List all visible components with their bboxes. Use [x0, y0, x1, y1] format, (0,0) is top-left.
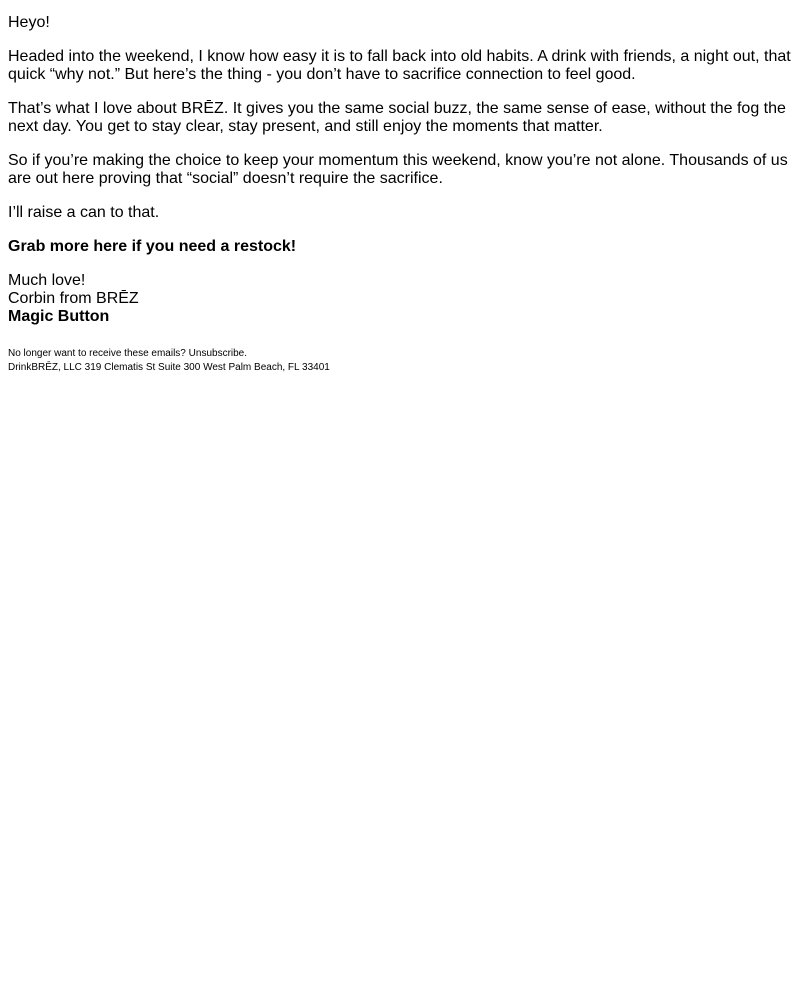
restock-link[interactable]: Grab more here if you need a restock! — [8, 238, 297, 255]
unsubscribe-link[interactable]: Unsubscribe. — [188, 348, 248, 359]
signoff — [8, 272, 792, 326]
paragraph-brez: That’s what I love about BRĒZ. It gives you the same social buzz, the same sense of ease, without the fog the next day. You get to stay clear, stay present, and still enjoy the moments that matter. — [8, 100, 786, 135]
email-footer — [8, 347, 792, 375]
signoff-much-love: Much love! — [8, 272, 86, 289]
paragraph-weekend: Headed into the weekend, I know how easy it is to fall back into old habits. A drink with friends, a night out, that quick “why not.” But here’s the thing - you don’t have to sacrifice connection to feel good. — [8, 48, 791, 83]
signoff-sender: Corbin from BRĒZ — [8, 290, 139, 307]
company-address: DrinkBRĒZ, LLC 319 Clematis St Suite 300 West Palm Beach, FL 33401 — [8, 362, 330, 373]
paragraph-momentum: So if you’re making the choice to keep your momentum this weekend, know you’re not alone. Thousands of us are out here proving that “social” doesn’t require the sacrifice. — [8, 152, 788, 187]
unsubscribe-line — [8, 347, 792, 361]
magic-button[interactable]: Magic Button — [8, 308, 110, 325]
unsubscribe-prompt: No longer want to receive these emails? — [8, 348, 186, 359]
greeting: Heyo! — [8, 14, 50, 31]
paragraph-raise-can: I’ll raise a can to that. — [8, 204, 160, 221]
restock-paragraph — [8, 238, 792, 256]
email-body — [0, 0, 800, 375]
